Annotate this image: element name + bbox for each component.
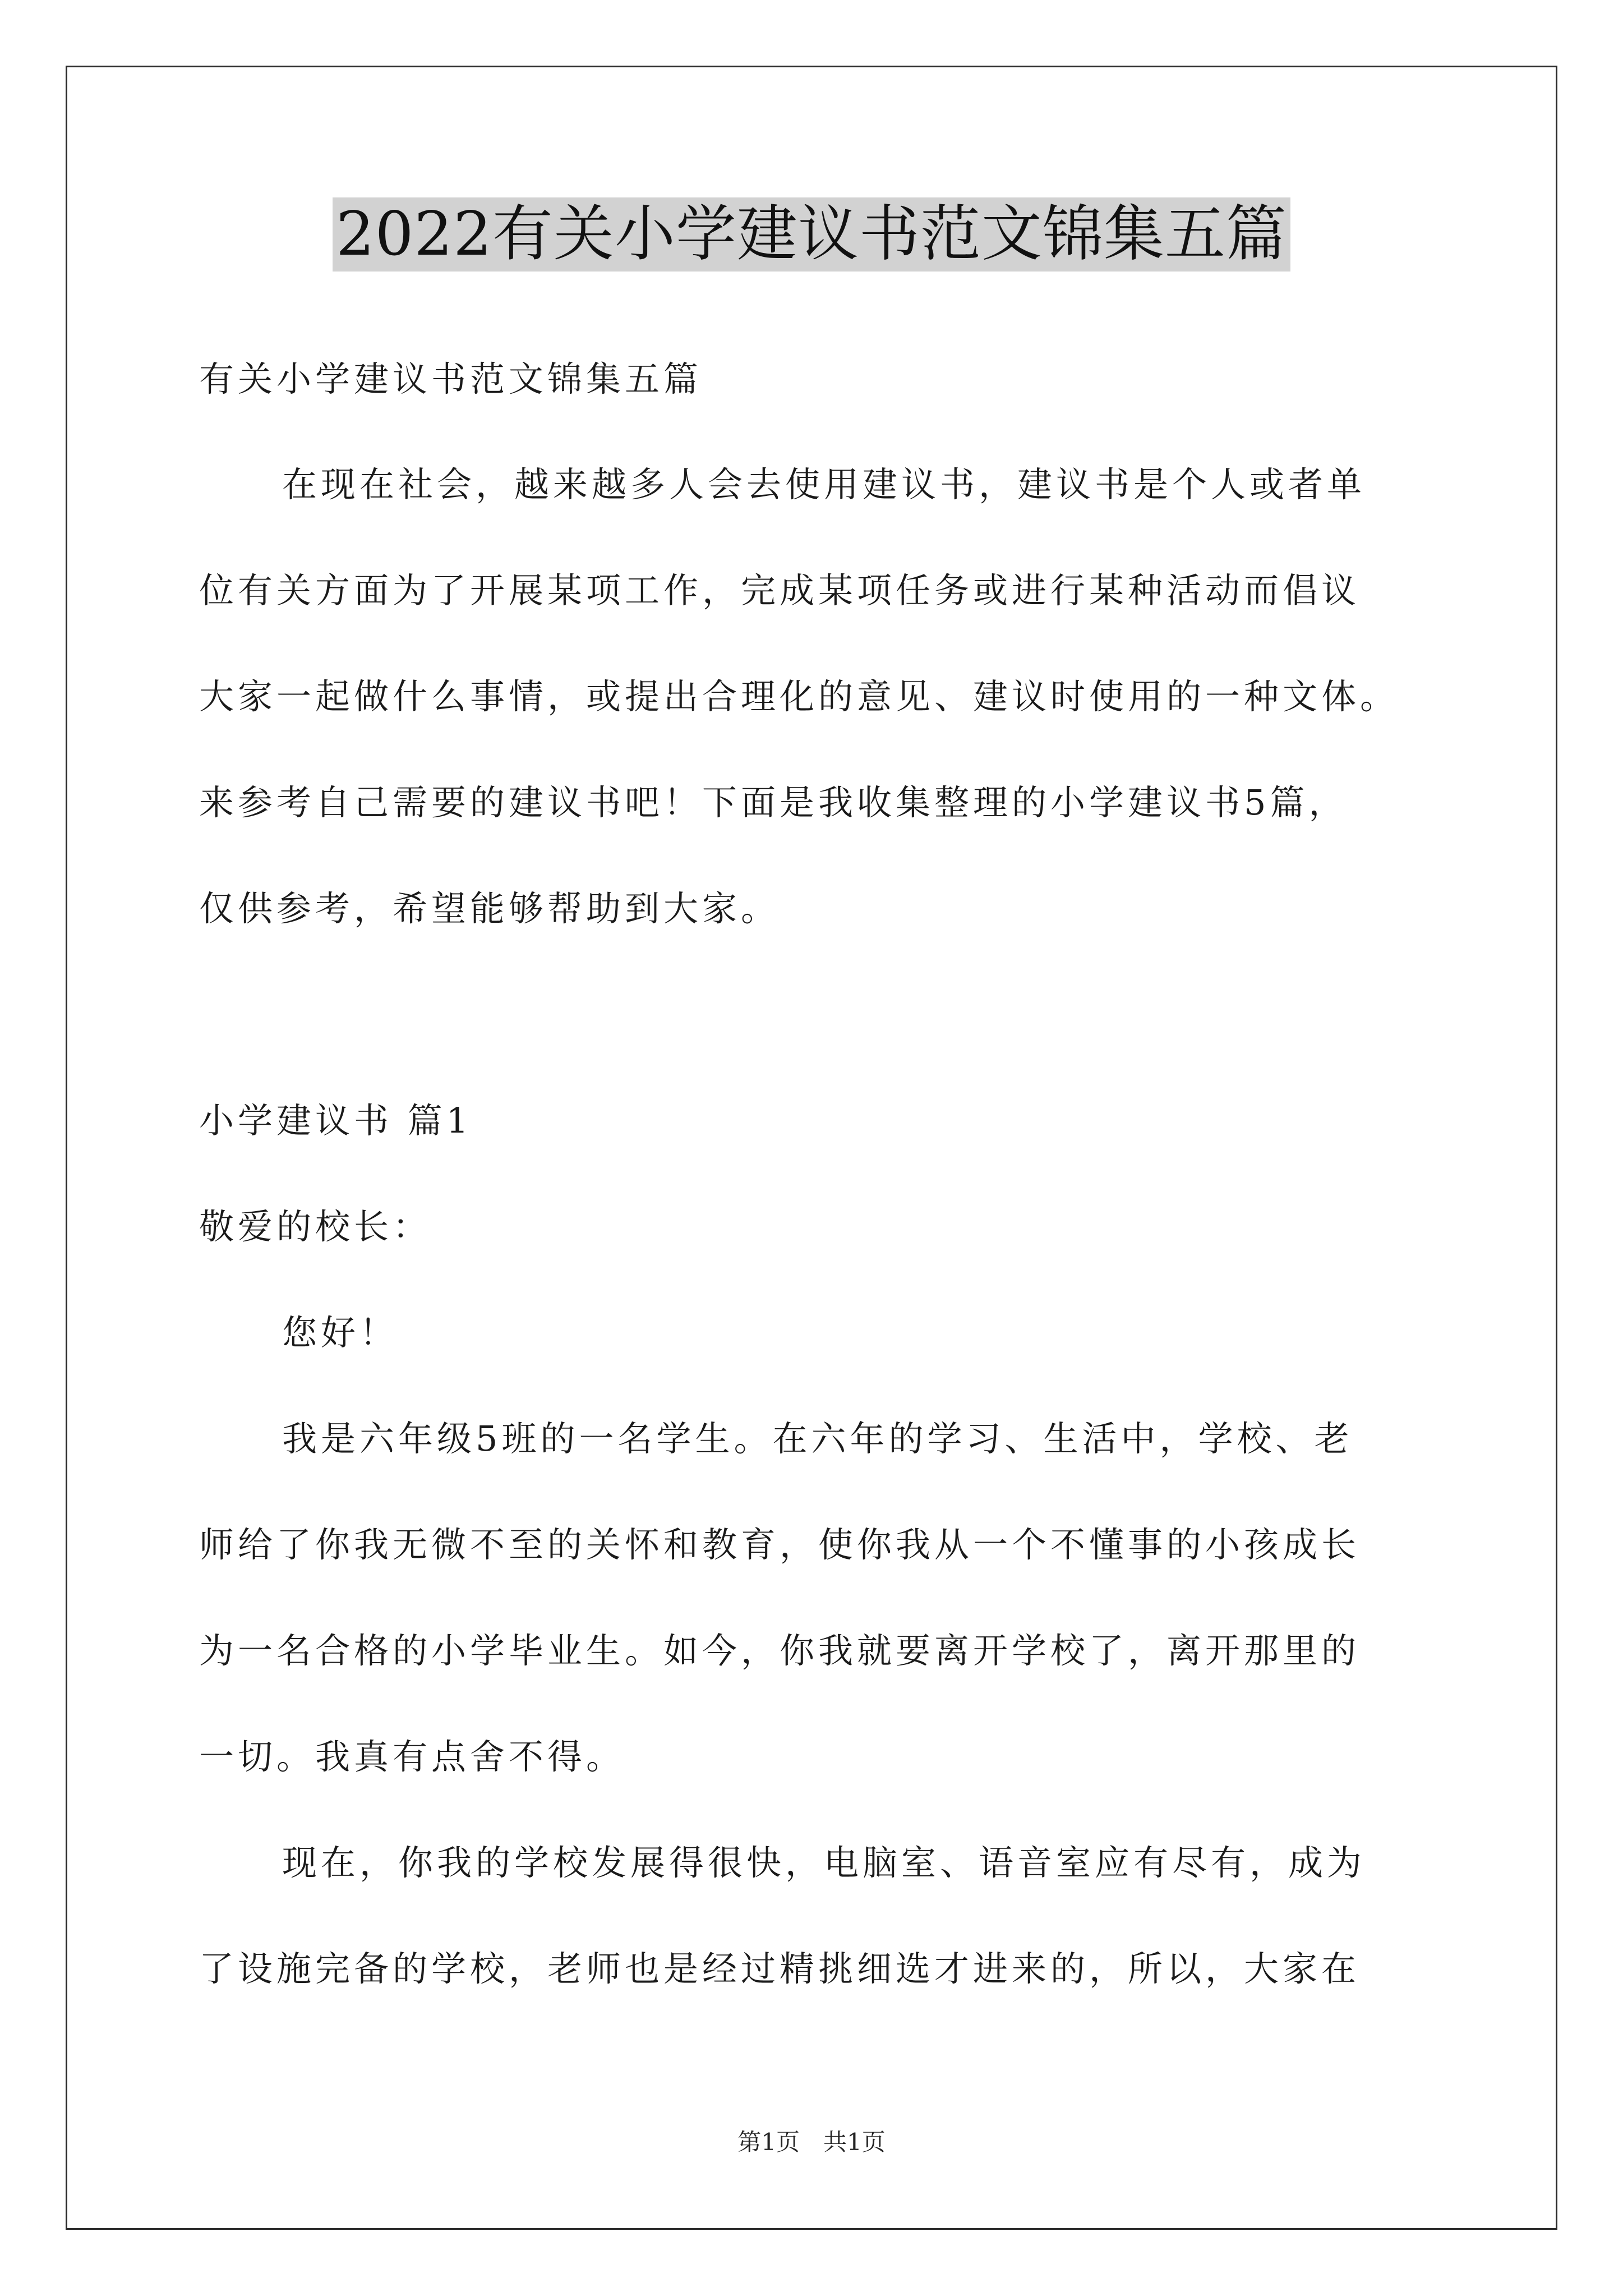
paragraph1-line-1: 我是六年级5班的一名学生。在六年的学习、生活中，学校、老 <box>282 1418 1353 1459</box>
section-heading: 小学建议书 篇1 <box>199 1100 473 1141</box>
document-subtitle: 有关小学建议书范文锦集五篇 <box>199 358 703 399</box>
title-area <box>0 197 1623 272</box>
intro-line-2: 位有关方面为了开展某项工作，完成某项任务或进行某种活动而倡议 <box>199 570 1361 611</box>
paragraph2-line-1: 现在，你我的学校发展得很快，电脑室、语音室应有尽有，成为 <box>282 1842 1366 1883</box>
intro-line-1: 在现在社会，越来越多人会去使用建议书，建议书是个人或者单 <box>282 464 1366 505</box>
salutation: 敬爱的校长： <box>199 1206 432 1247</box>
intro-line-4: 来参考自己需要的建议书吧！下面是我收集整理的小学建议书5篇， <box>199 782 1348 823</box>
intro-line-5: 仅供参考，希望能够帮助到大家。 <box>199 888 780 929</box>
intro-line-3: 大家一起做什么事情，或提出合理化的意见、建议时使用的一种文体。 <box>199 676 1399 717</box>
document-title: 2022有关小学建议书范文锦集五篇 <box>333 197 1290 272</box>
paragraph1-line-2: 师给了你我无微不至的关怀和教育，使你我从一个不懂事的小孩成长 <box>199 1524 1361 1565</box>
paragraph1-line-4: 一切。我真有点舍不得。 <box>199 1736 625 1777</box>
paragraph2-line-2: 了设施完备的学校，老师也是经过精挑细选才进来的，所以，大家在 <box>199 1948 1361 1989</box>
page-footer: 第1页 共1页 <box>737 2128 886 2156</box>
paragraph1-line-3: 为一名合格的小学毕业生。如今，你我就要离开学校了，离开那里的 <box>199 1630 1361 1671</box>
greeting: 您好！ <box>282 1312 399 1353</box>
